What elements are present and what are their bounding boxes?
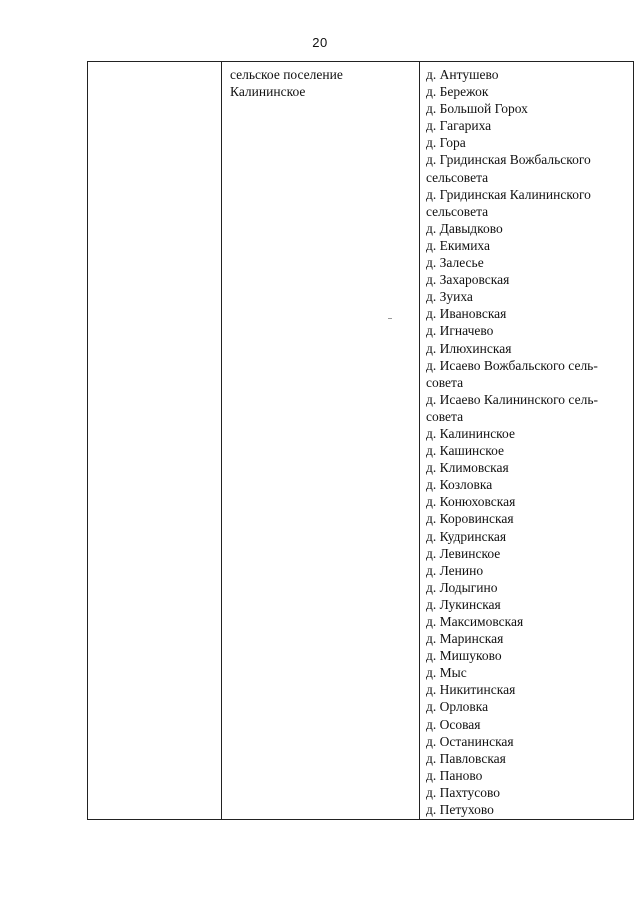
page-number: 20 bbox=[312, 35, 328, 50]
place-list-item: д. Мыс bbox=[426, 665, 467, 681]
scan-speck bbox=[388, 318, 392, 319]
place-list-item: д. Исаево Вожбальского сель- совета bbox=[426, 357, 598, 390]
place-list-item: д. Максимовская bbox=[426, 614, 524, 629]
place-list-item: д. Пахтусово bbox=[426, 784, 501, 800]
place-list-item: д. Гора bbox=[426, 135, 466, 151]
place-list-item: д. Екимиха bbox=[426, 237, 490, 253]
place-list-item: д. Паново bbox=[426, 767, 483, 783]
place-list-item: д. Орловка bbox=[426, 699, 489, 715]
place-list-item: д. Гагариха bbox=[426, 118, 492, 134]
place-list-item: д. Лодыгино bbox=[426, 579, 498, 595]
column-divider-2 bbox=[419, 62, 420, 819]
place-list-item: д. Осовая bbox=[426, 716, 481, 732]
place-list-item: д. Ивановская bbox=[426, 306, 507, 322]
place-list-item: д. Козловка bbox=[426, 477, 493, 493]
place-list-item: д. Останинская bbox=[426, 733, 514, 749]
place-list-item: д. Илюхинская bbox=[426, 340, 512, 356]
place-list-item: д. Антушево bbox=[426, 67, 499, 82]
place-list-item: д. Игначево bbox=[426, 323, 494, 339]
place-list-item: д. Гридинская Калининского сельсовета bbox=[426, 186, 591, 219]
place-list-item: д. Конюховская bbox=[426, 494, 516, 510]
place-list-item: д. Большой Горох bbox=[426, 101, 528, 117]
place-list-item: д. Маринская bbox=[426, 631, 504, 647]
place-list-item: д. Ленино bbox=[426, 562, 484, 578]
place-list-item: д. Мишуково bbox=[426, 648, 502, 664]
place-list-item: д. Павловская bbox=[426, 750, 506, 766]
column-divider-1 bbox=[221, 62, 222, 819]
place-list-item: д. Давыдково bbox=[426, 220, 503, 236]
place-list-item: д. Левинское bbox=[426, 545, 501, 561]
place-list-item: д. Зуиха bbox=[426, 289, 473, 305]
place-list-item: д. Петухово bbox=[426, 802, 494, 818]
settlement-name-cell: сельское поселение Калининское bbox=[230, 67, 343, 99]
places-list bbox=[426, 66, 631, 818]
place-list-item: д. Никитинская bbox=[426, 682, 516, 698]
settlements-table bbox=[87, 61, 634, 820]
place-list-item: д. Залесье bbox=[426, 255, 484, 271]
place-list-item: д. Лукинская bbox=[426, 596, 501, 612]
place-list-item: д. Кудринская bbox=[426, 528, 507, 544]
place-list-item: д. Коровинская bbox=[426, 511, 514, 527]
place-list-item: д. Бережок bbox=[426, 84, 489, 100]
place-list-item: д. Захаровская bbox=[426, 272, 510, 288]
place-list-item: д. Исаево Калининского сель- совета bbox=[426, 391, 598, 424]
place-list-item: д. Климовская bbox=[426, 460, 509, 476]
place-list-item: д. Калининское bbox=[426, 425, 515, 441]
place-list-item: д. Гридинская Вожбальского сельсовета bbox=[426, 152, 591, 185]
place-list-item: д. Кашинское bbox=[426, 443, 505, 459]
